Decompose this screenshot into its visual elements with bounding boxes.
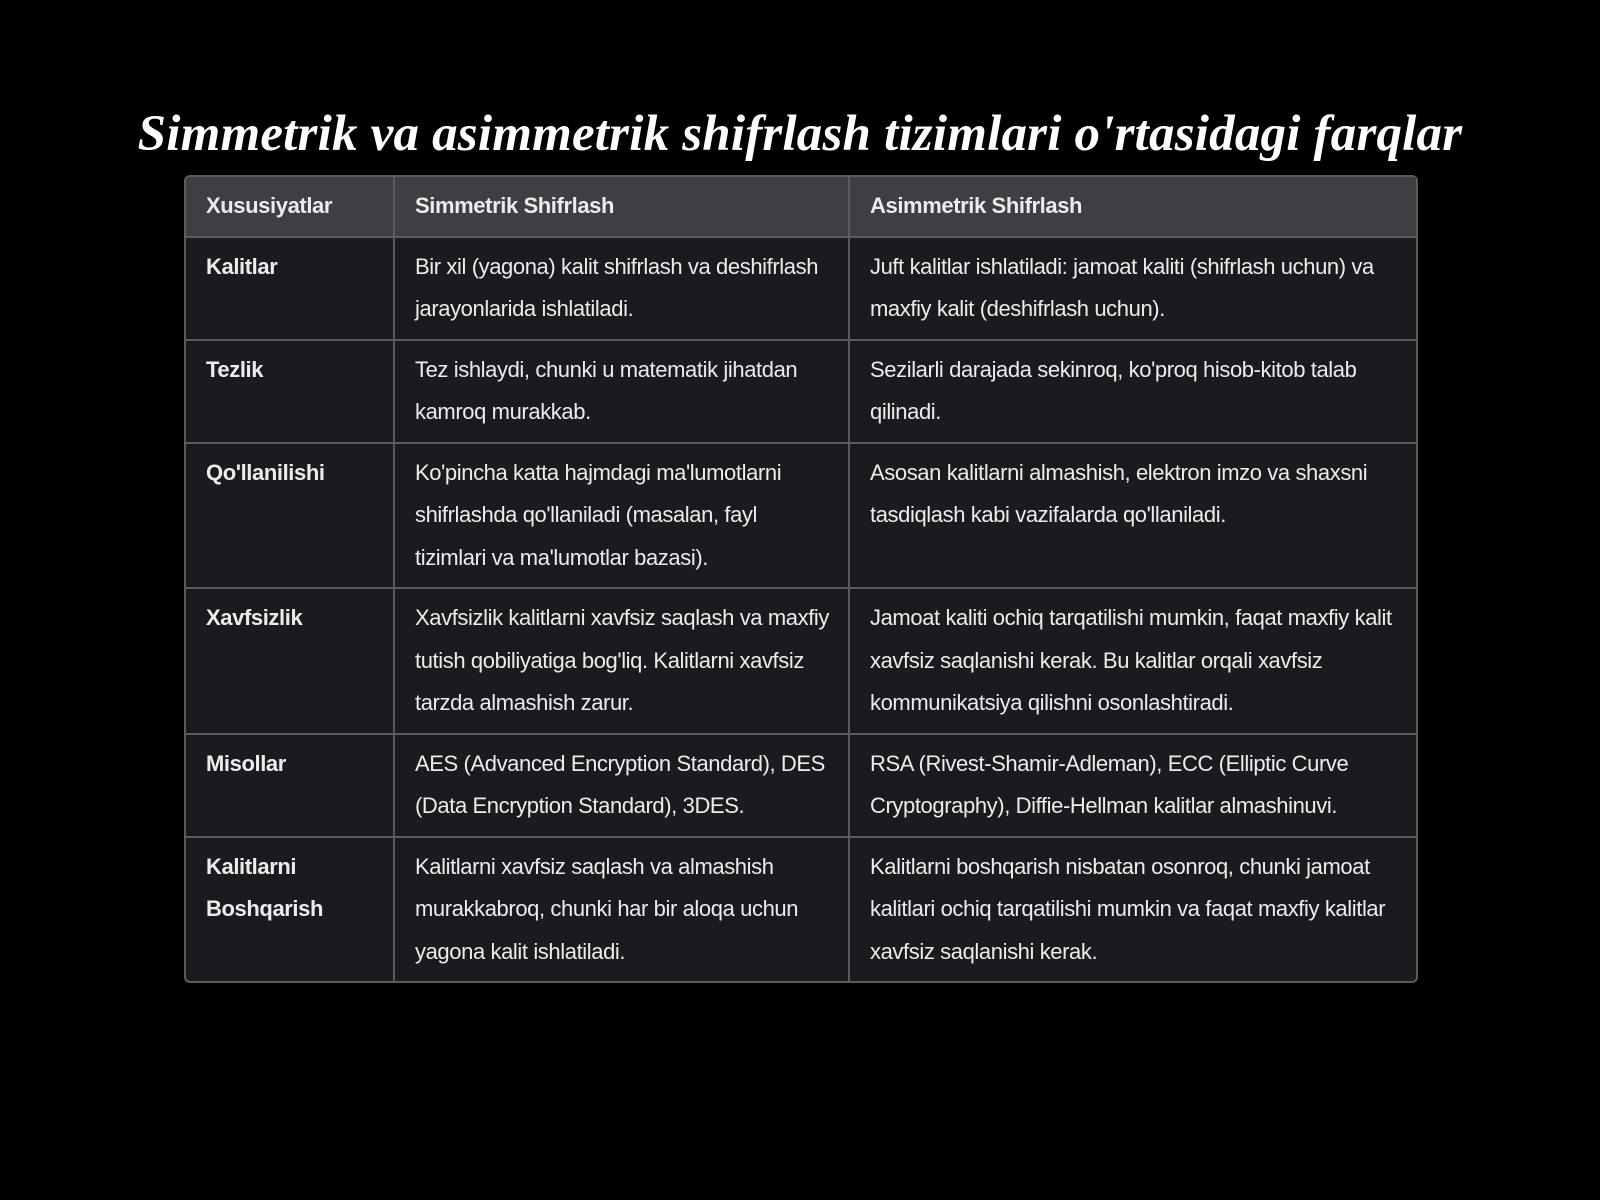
- symmetric-cell: AES (Advanced Encryption Standard), DES (Data Encryption Standard), 3DES.: [394, 734, 849, 837]
- table-row: [186, 340, 1416, 443]
- feature-cell: Tezlik: [186, 340, 394, 443]
- slide-title: Simmetrik va asimmetrik shifrlash tizimlari o'rtasidagi farqlar: [137, 106, 1463, 163]
- header-asymmetric: Asimmetrik Shifrlash: [849, 177, 1416, 237]
- asymmetric-cell: Asosan kalitlarni almashish, elektron imzo va shaxsni tasdiqlash kabi vazifalarda qo'llaniladi.: [849, 443, 1416, 589]
- table-row: [186, 837, 1416, 982]
- asymmetric-cell: Jamoat kaliti ochiq tarqatilishi mumkin, faqat maxfiy kalit xavfsiz saqlanishi kerak. Bu kalitlar orqali xavfsiz kommunikatsiya qilishni osonlashtiradi.: [849, 588, 1416, 734]
- symmetric-cell: Kalitlarni xavfsiz saqlash va almashish murakkabroq, chunki har bir aloqa uchun yagona kalit ishlatiladi.: [394, 837, 849, 982]
- table-row: [186, 588, 1416, 734]
- asymmetric-cell: Kalitlarni boshqarish nisbatan osonroq, chunki jamoat kalitlari ochiq tarqatilishi mumkin va faqat maxfiy kalitlar xavfsiz saqlanishi kerak.: [849, 837, 1416, 982]
- comparison-table: [184, 175, 1418, 983]
- feature-cell: Kalitlarni Boshqarish: [186, 837, 394, 982]
- symmetric-cell: Bir xil (yagona) kalit shifrlash va deshifrlash jarayonlarida ishlatiladi.: [394, 237, 849, 340]
- feature-cell: Kalitlar: [186, 237, 394, 340]
- asymmetric-cell: Sezilarli darajada sekinroq, ko'proq hisob-kitob talab qilinadi.: [849, 340, 1416, 443]
- asymmetric-cell: RSA (Rivest-Shamir-Adleman), ECC (Elliptic Curve Cryptography), Diffie-Hellman kalitlar almashinuvi.: [849, 734, 1416, 837]
- feature-cell: Qo'llanilishi: [186, 443, 394, 589]
- symmetric-cell: Ko'pincha katta hajmdagi ma'lumotlarni shifrlashda qo'llaniladi (masalan, fayl tizimlari va ma'lumotlar bazasi).: [394, 443, 849, 589]
- table-row: [186, 237, 1416, 340]
- feature-cell: Misollar: [186, 734, 394, 837]
- asymmetric-cell: Juft kalitlar ishlatiladi: jamoat kaliti (shifrlash uchun) va maxfiy kalit (deshifrlash uchun).: [849, 237, 1416, 340]
- header-features: Xususiyatlar: [186, 177, 394, 237]
- symmetric-cell: Tez ishlaydi, chunki u matematik jihatdan kamroq murakkab.: [394, 340, 849, 443]
- feature-cell: Xavfsizlik: [186, 588, 394, 734]
- table-row: [186, 443, 1416, 589]
- header-symmetric: Simmetrik Shifrlash: [394, 177, 849, 237]
- table-row: [186, 734, 1416, 837]
- table-header-row: [186, 177, 1416, 237]
- symmetric-cell: Xavfsizlik kalitlarni xavfsiz saqlash va maxfiy tutish qobiliyatiga bog'liq. Kalitlarni xavfsiz tarzda almashish zarur.: [394, 588, 849, 734]
